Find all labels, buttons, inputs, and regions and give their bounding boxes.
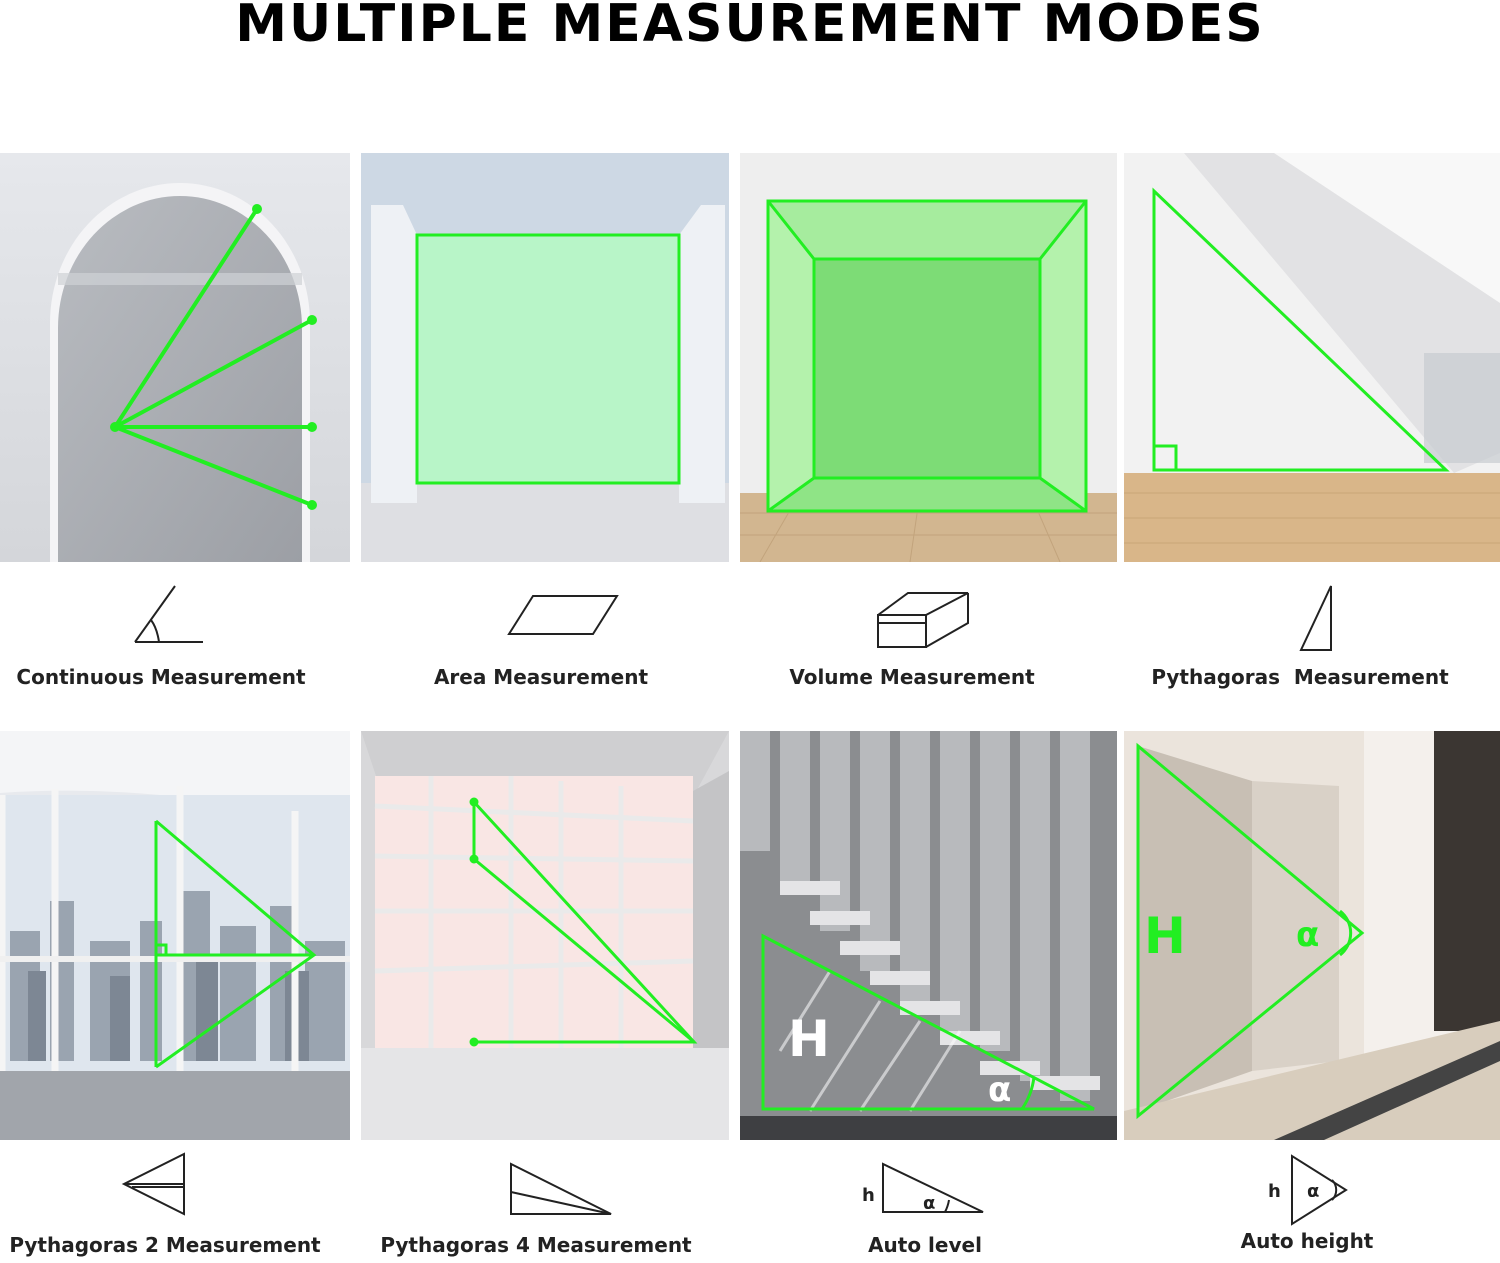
mode-label-pythagoras-2: Pythagoras 2 Measurement — [9, 1233, 321, 1257]
mode-label-pythagoras-4: Pythagoras 4 Measurement — [380, 1233, 692, 1257]
pythagoras-2-measurement-photo — [0, 731, 350, 1140]
room-alpha-symbol: α — [1296, 915, 1320, 955]
room-height-symbol: H — [1144, 907, 1186, 965]
pythagoras-measurement-photo — [1124, 153, 1500, 562]
height-icon-h-text: h — [1268, 1181, 1281, 1202]
stairs-alpha-symbol: α — [988, 1070, 1012, 1110]
level-icon-alpha-text: α — [923, 1193, 936, 1214]
mode-label-volume: Volume Measurement — [789, 665, 1035, 689]
auto-level-photo — [740, 731, 1117, 1140]
mode-label-continuous: Continuous Measurement — [16, 665, 306, 689]
height-icon-alpha-text: α — [1307, 1181, 1320, 1202]
mode-label-area: Area Measurement — [433, 665, 649, 689]
volume-measurement-photo — [740, 153, 1117, 562]
parallelogram-icon — [505, 590, 625, 640]
page-title: MULTIPLE MEASUREMENT MODES — [235, 0, 1265, 54]
height-triangle-icon — [1262, 1152, 1357, 1228]
angle-icon — [125, 580, 215, 650]
mode-label-auto-level: Auto level — [868, 1233, 982, 1257]
pythagoras-4-measurement-photo — [361, 731, 729, 1140]
box-icon — [870, 585, 980, 655]
mode-label-pythagoras: Pythagoras Measurement — [1151, 665, 1449, 689]
level-triangle-icon — [855, 1158, 990, 1220]
split-triangle-icon — [118, 1150, 198, 1220]
right-triangle-icon — [1295, 582, 1345, 654]
level-icon-h-text: h — [862, 1185, 875, 1206]
area-measurement-photo — [361, 153, 729, 562]
mode-label-auto-height: Auto height — [1240, 1229, 1374, 1253]
auto-height-photo — [1124, 731, 1500, 1140]
continuous-measurement-photo — [0, 153, 350, 562]
double-triangle-icon — [505, 1160, 620, 1220]
stairs-height-symbol: H — [788, 1010, 830, 1068]
